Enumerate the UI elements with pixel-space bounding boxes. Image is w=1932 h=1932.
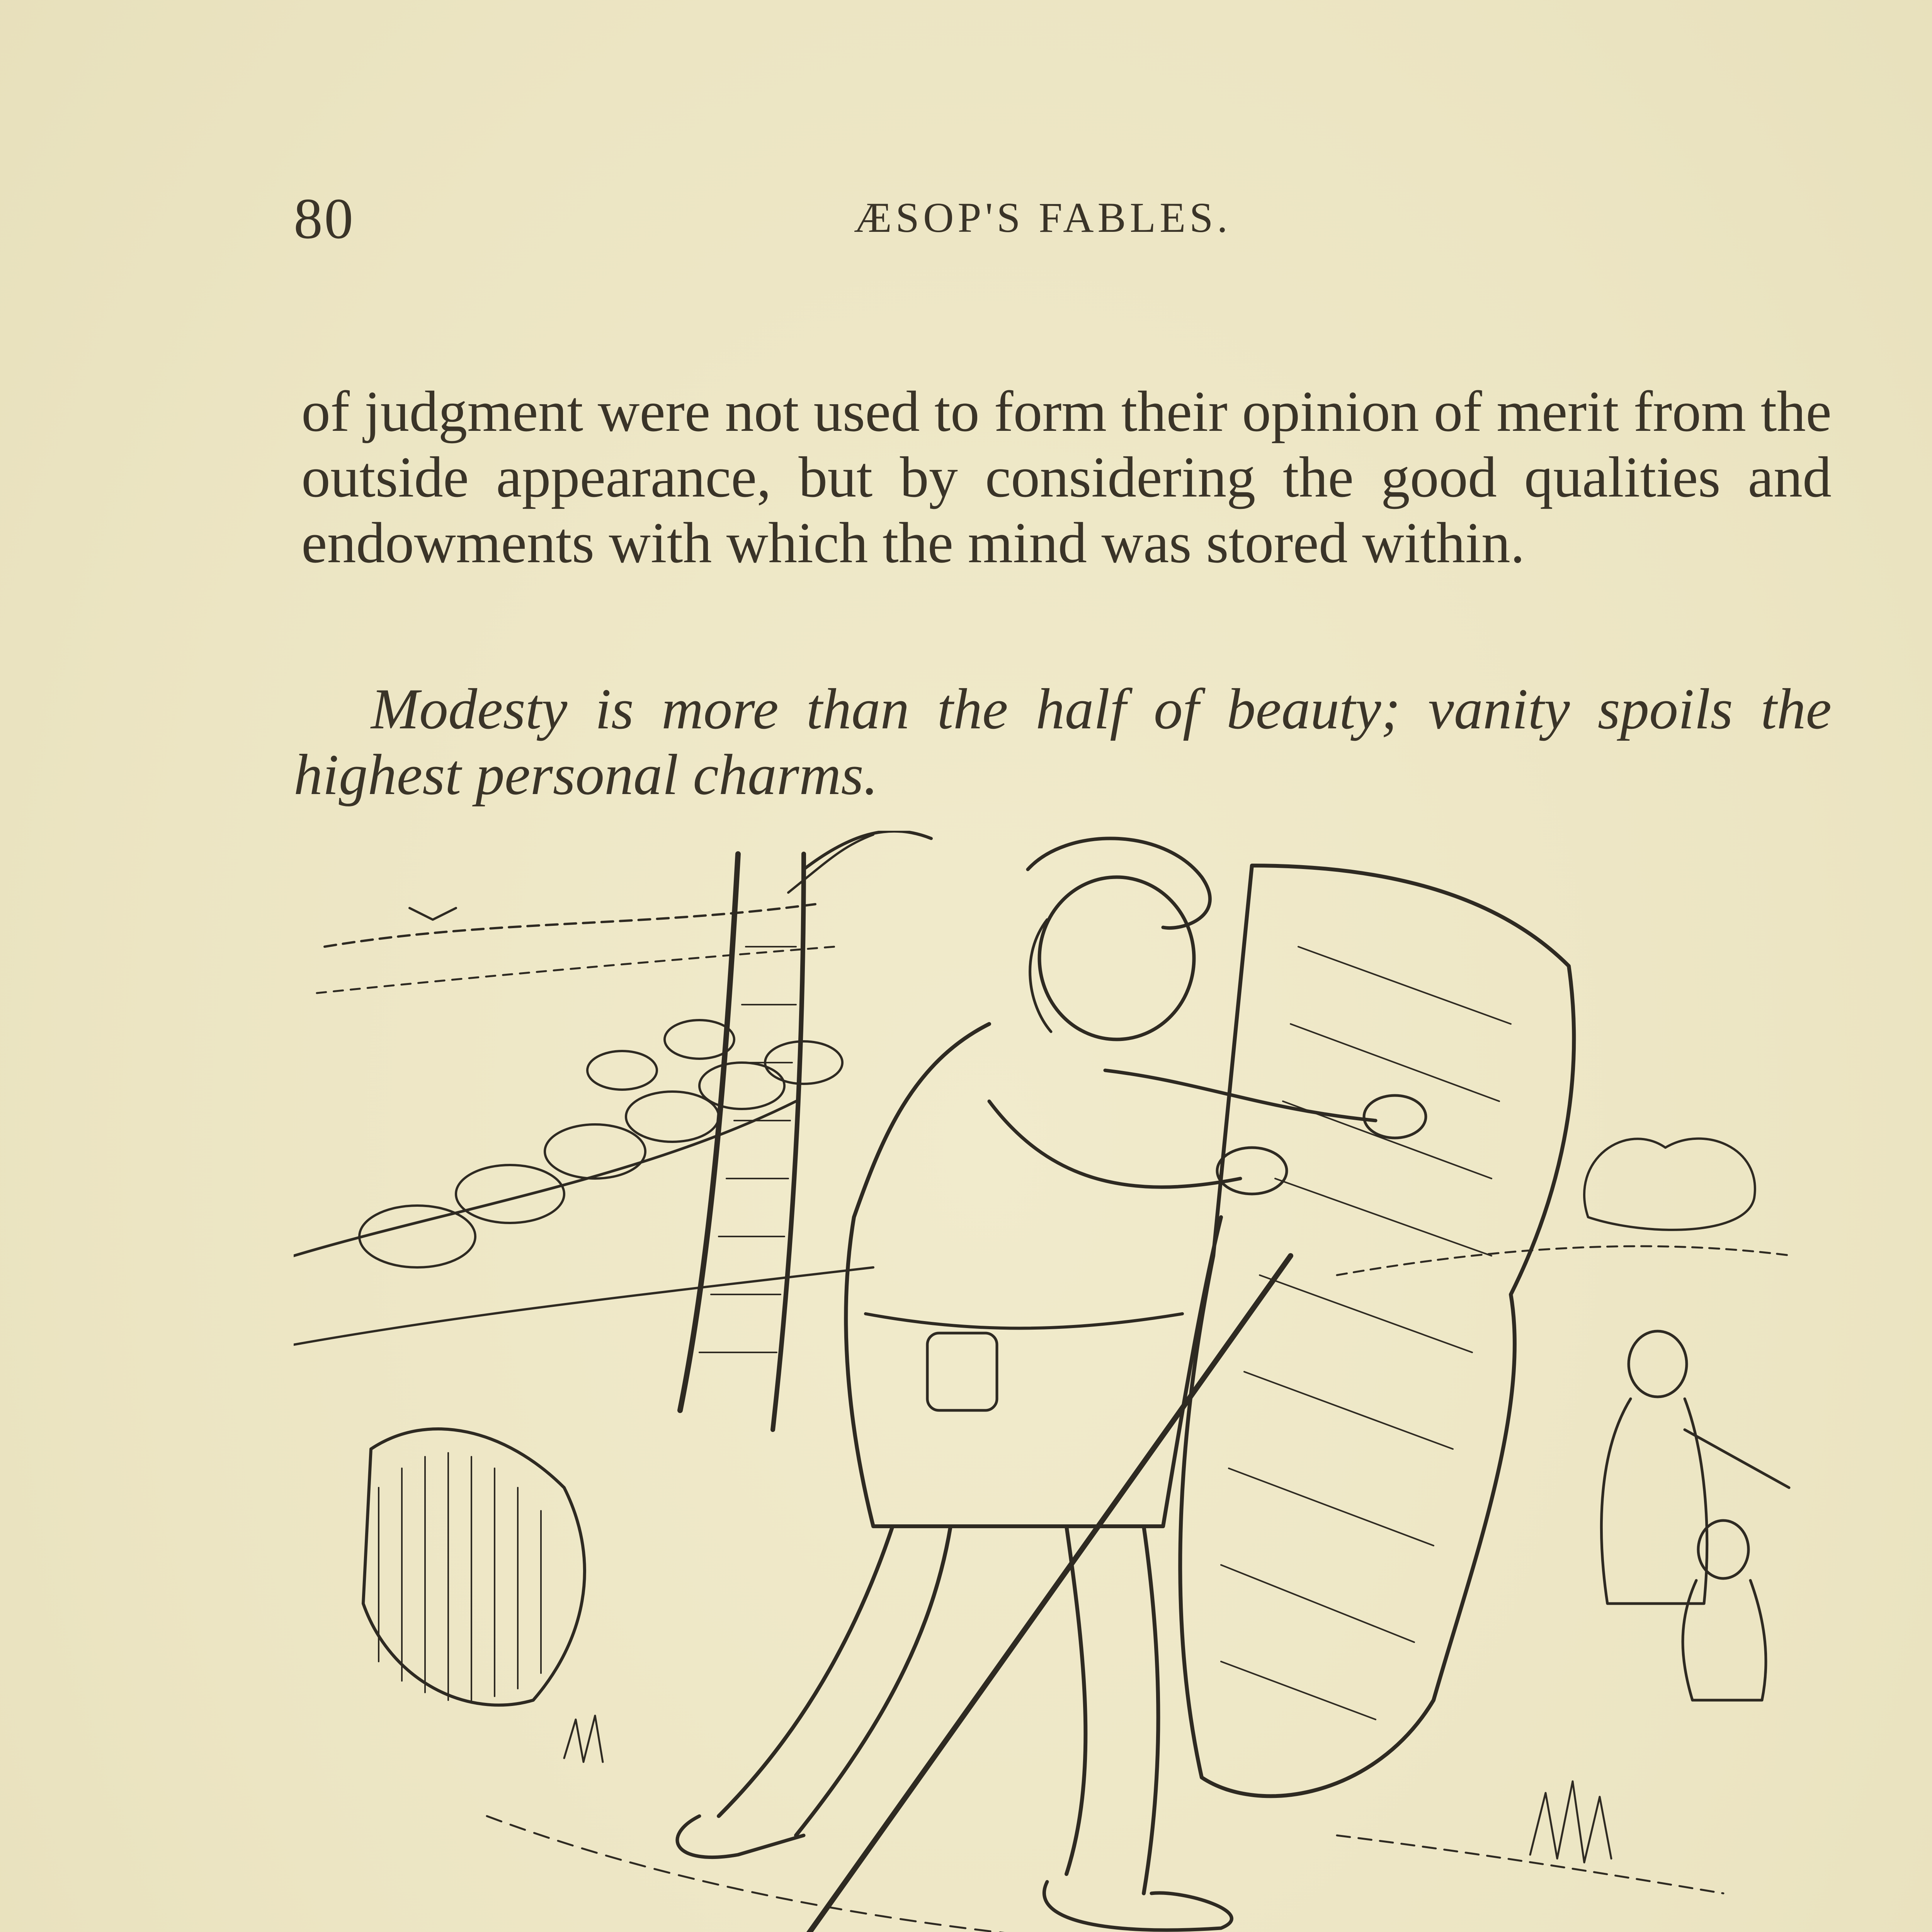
running-head: ÆSOP'S FABLES. bbox=[854, 194, 1231, 241]
page-header bbox=[294, 170, 1843, 251]
moral-text: Modesty is more than the half of beauty; vanity spoils the highest personal charms. bbox=[294, 677, 1832, 807]
engraving-shepherd-boy-icon bbox=[294, 831, 1801, 1932]
shepherd-boy-illustration bbox=[294, 831, 1801, 1932]
page-number: 80 bbox=[294, 187, 355, 251]
continuation-paragraph: of judgment were not used to form their opinion of merit from the outside appearance, but by considering the good qualities and endowments with which the mind was stored within. bbox=[301, 379, 1832, 575]
